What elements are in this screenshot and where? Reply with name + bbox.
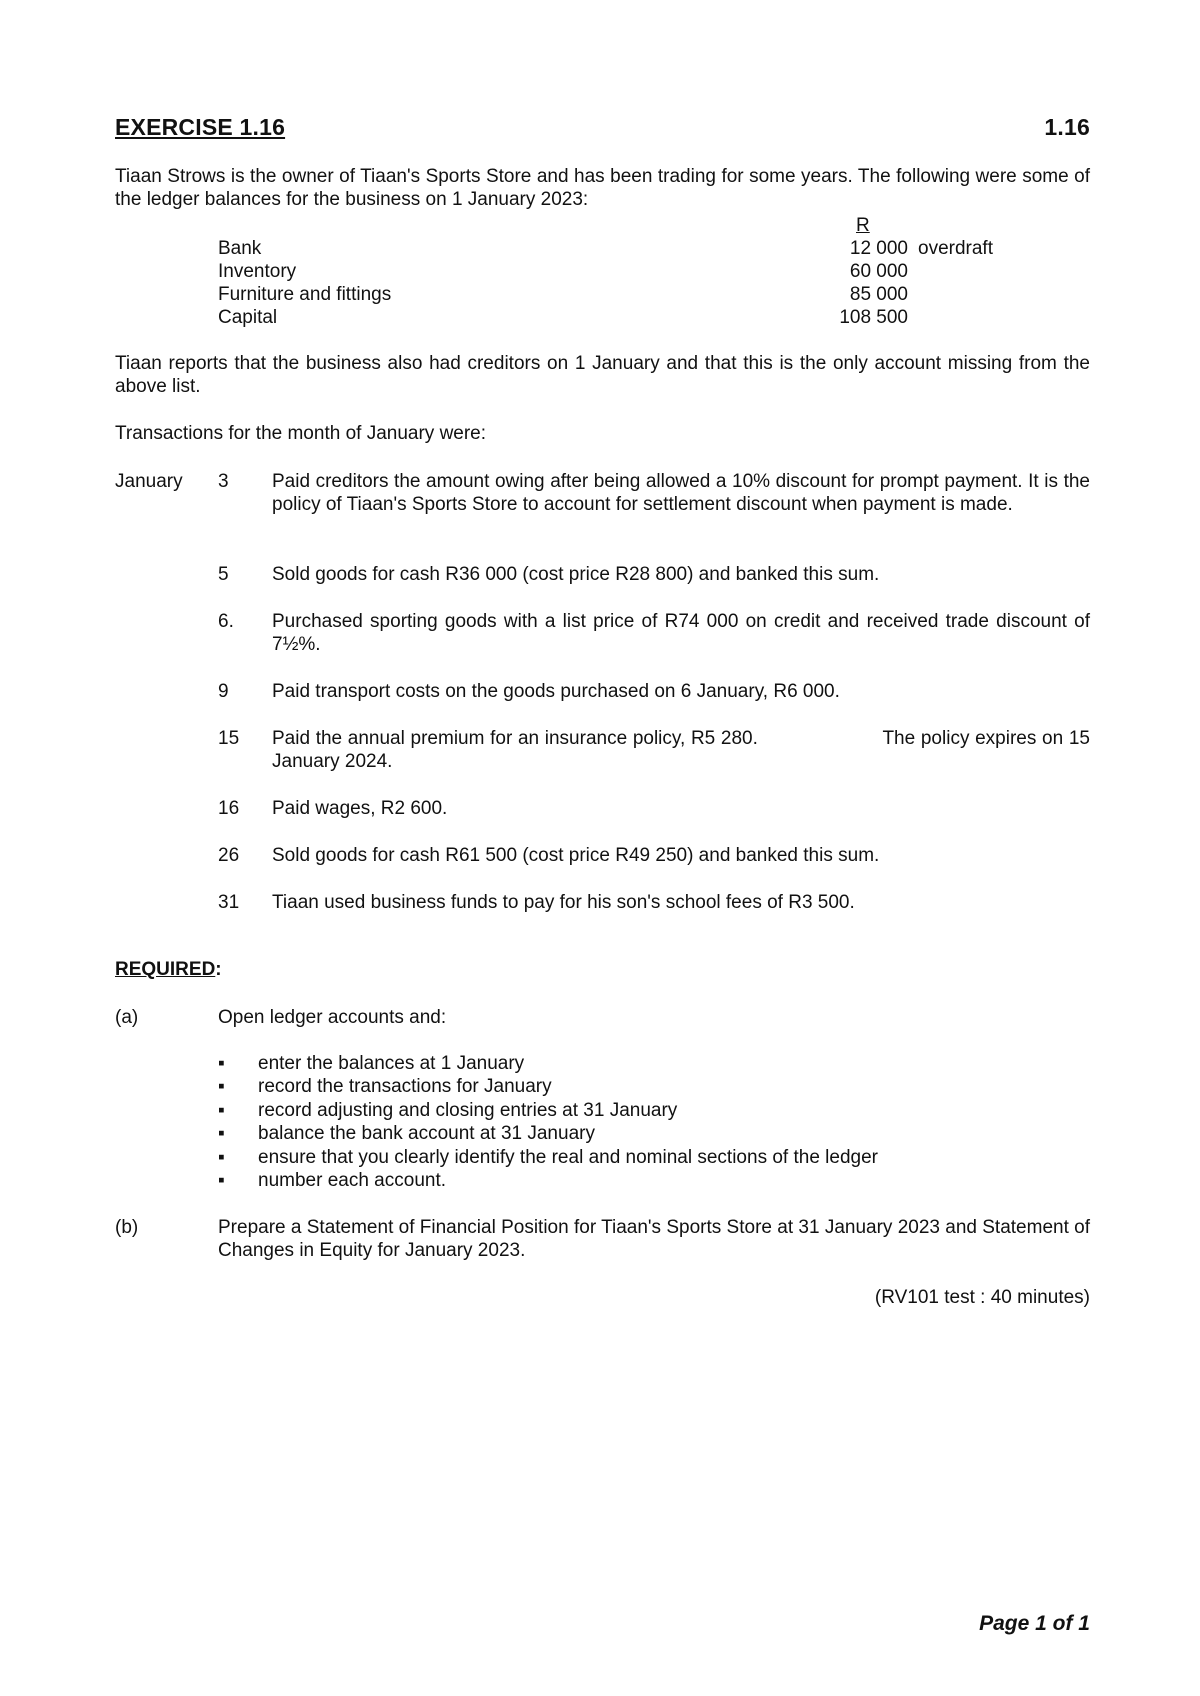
required-heading-text: REQUIRED [115, 959, 216, 980]
transaction-text: Sold goods for cash R61 500 (cost price R49 250) and banked this sum. [272, 845, 880, 866]
transaction-day: 3 [218, 471, 229, 492]
transaction-text: Sold goods for cash R36 000 (cost price R28 800) and banked this sum. [272, 564, 880, 585]
requirements-bullet-list [218, 1052, 878, 1192]
transaction-text: Paid wages, R2 600. [272, 798, 448, 819]
bullet-icon: ▪ [218, 1146, 225, 1168]
balance-amount: 108 500 [839, 307, 908, 328]
transaction-day: 31 [218, 892, 240, 913]
currency-heading: R [856, 215, 870, 236]
balance-name: Bank [218, 238, 262, 259]
part-a-text: Open ledger accounts and: [218, 1007, 447, 1028]
bullet-icon: ▪ [218, 1053, 225, 1074]
bullet-icon: ▪ [218, 1076, 225, 1098]
transaction-text: Paid the annual premium for an insurance policy, R5 280. The policy expires on 15 January 2024. [272, 728, 1096, 772]
bullet-icon: ▪ [218, 1099, 225, 1121]
bullet-text: record the transactions for January [258, 1076, 552, 1098]
transactions-month: January [115, 471, 183, 492]
transaction-text: Purchased sporting goods with a list price of R74 000 on credit and received trade discount of 7½%. [272, 611, 1090, 655]
exercise-title: EXERCISE 1.16 [115, 114, 286, 140]
creditors-paragraph: Tiaan reports that the business also had creditors on 1 January and that this is the only account missing from the above list. [115, 353, 1090, 397]
transaction-day: 26 [218, 845, 240, 866]
list-item [218, 1052, 878, 1075]
bullet-text: balance the bank account at 31 January [258, 1123, 595, 1145]
list-item [218, 1122, 878, 1145]
list-item [218, 1169, 878, 1192]
transaction-text: Tiaan used business funds to pay for his son's school fees of R3 500. [272, 892, 855, 913]
part-b-label: (b) [115, 1217, 139, 1238]
balance-amount: 60 000 [849, 261, 908, 282]
time-note: (RV101 test : 40 minutes) [874, 1287, 1090, 1308]
list-item [218, 1075, 878, 1098]
bullet-text: ensure that you clearly identify the real and nominal sections of the ledger [258, 1146, 878, 1168]
page-number: Page 1 of 1 [979, 1612, 1090, 1635]
balance-amount: 12 000 [849, 238, 908, 259]
transaction-day: 16 [218, 798, 240, 819]
transaction-day: 15 [218, 728, 240, 749]
balance-amount: 85 000 [849, 284, 908, 305]
balance-note: overdraft [918, 238, 993, 259]
bullet-text: number each account. [258, 1170, 447, 1192]
exercise-number: 1.16 [1044, 114, 1090, 140]
bullet-text: record adjusting and closing entries at 31 January [258, 1099, 678, 1121]
balance-name: Capital [218, 307, 278, 328]
required-colon: : [215, 959, 222, 980]
list-item [218, 1146, 878, 1169]
transaction-day: 6. [218, 611, 234, 632]
balance-name: Furniture and fittings [218, 284, 392, 305]
bullet-icon: ▪ [218, 1170, 225, 1192]
bullet-text: enter the balances at 1 January [258, 1053, 525, 1074]
bullet-icon: ▪ [218, 1123, 225, 1145]
transaction-day: 9 [218, 681, 229, 702]
intro-paragraph: Tiaan Strows is the owner of Tiaan's Sports Store and has been trading for some years. The following were some of the ledger balances for the business on 1 January 2023: [115, 166, 1090, 210]
part-b-text: Prepare a Statement of Financial Position for Tiaan's Sports Store at 31 January 2023 and Statement of Changes in Equity for January 2023. [218, 1217, 1090, 1261]
required-heading [115, 959, 222, 981]
transaction-text: Paid transport costs on the goods purchased on 6 January, R6 000. [272, 681, 840, 702]
transaction-text: Paid creditors the amount owing after being allowed a 10% discount for prompt payment. It is the policy of Tiaan's Sports Store to account for settlement discount when payment is made. [272, 471, 1090, 515]
balance-name: Inventory [218, 261, 297, 282]
part-a-label: (a) [115, 1007, 139, 1028]
transactions-heading: Transactions for the month of January were: [115, 423, 487, 444]
list-item [218, 1099, 878, 1122]
transaction-day: 5 [218, 564, 229, 585]
